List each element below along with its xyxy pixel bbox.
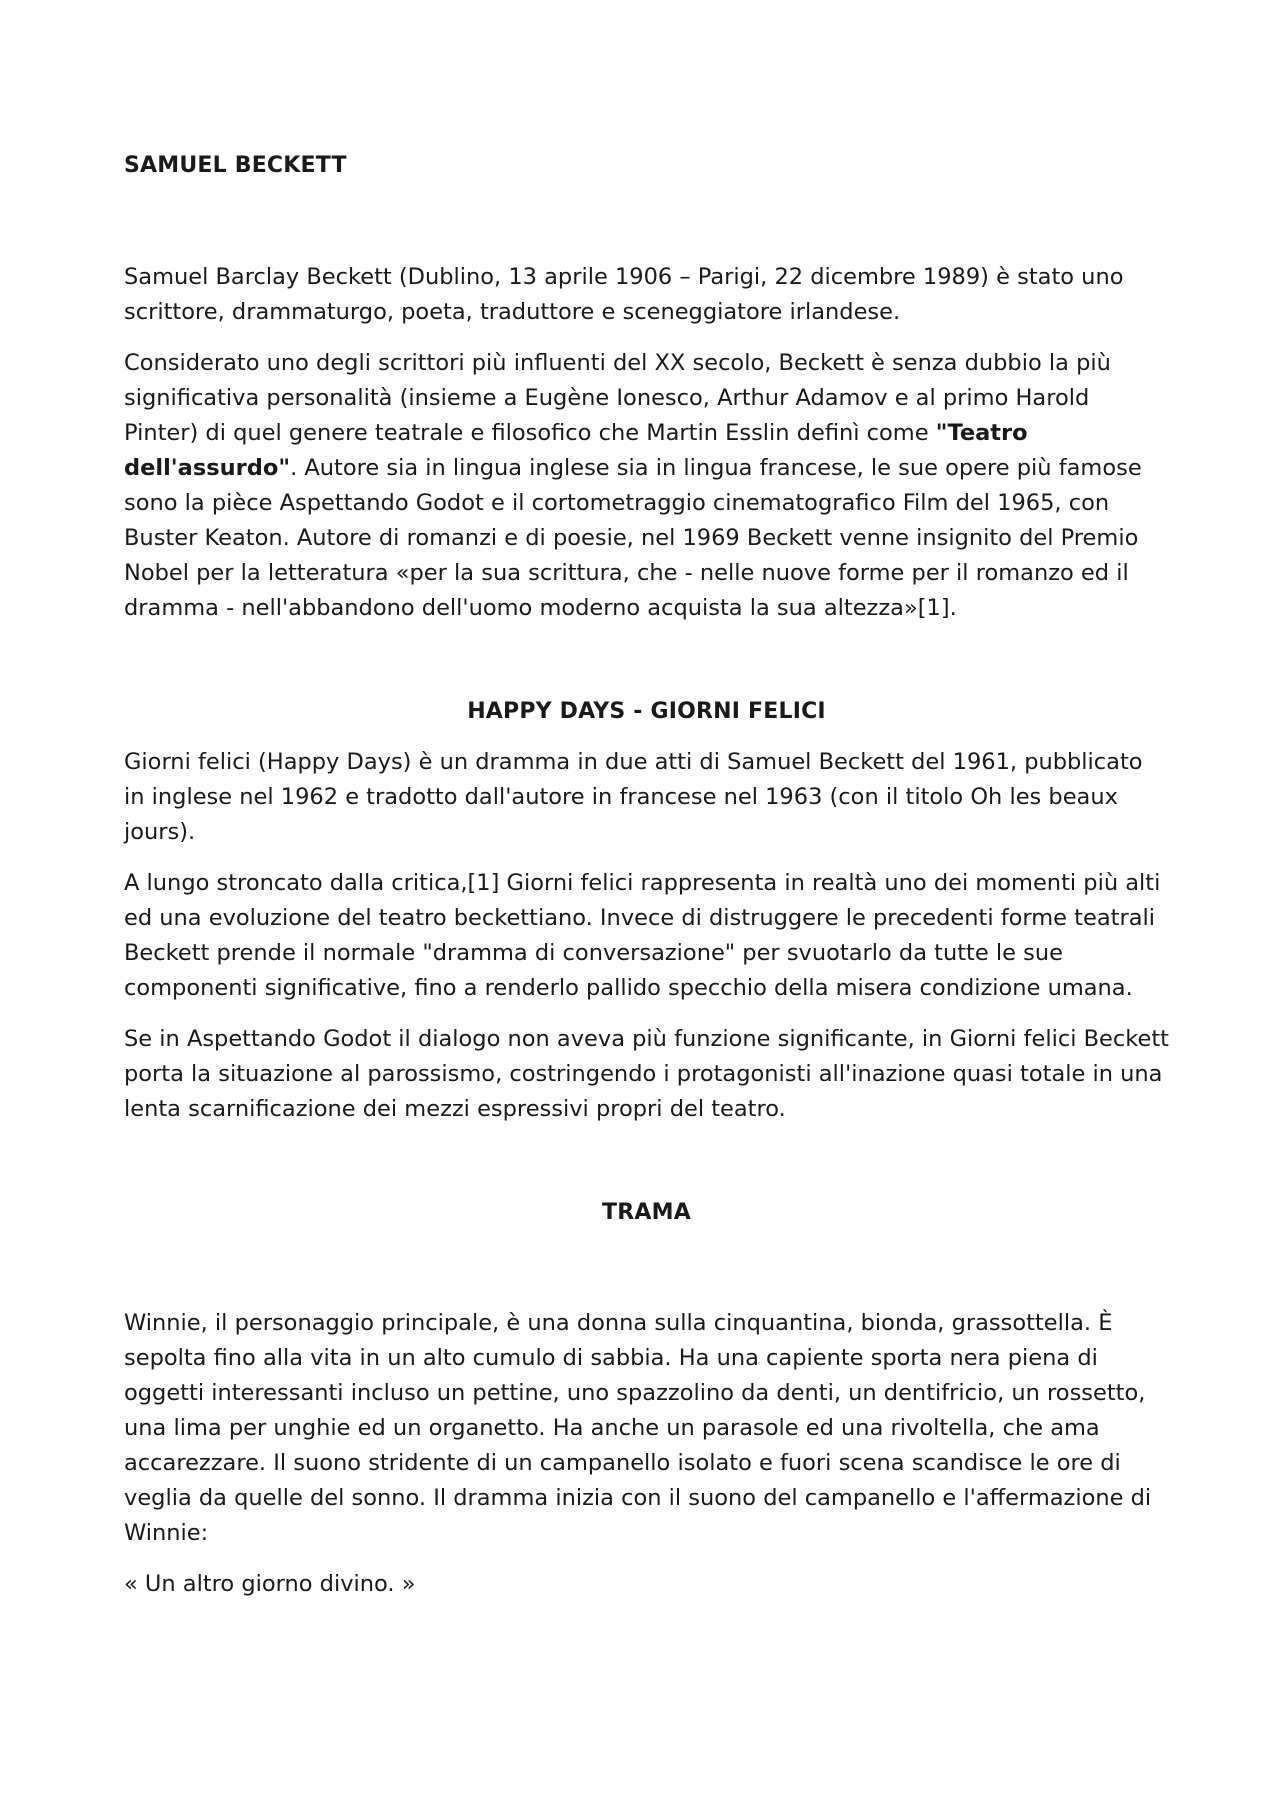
- trama-paragraph-1: Winnie, il personaggio principale, è una donna sulla cinquantina, bionda, grassottella. È sepolta fino alla vita in un alto cumulo di sabbia. Ha una capiente sporta nera piena di oggetti interessanti incluso un pettine, uno spazzolino da denti, un dentifricio, un rossetto, una lima per unghie ed un organetto. Ha anche un parasole ed una rivoltella, che ama accarezzare. Il suono stridente di un campanello isolato e fuori scena scandisce le ore di veglia da quelle del sonno. Il dramma inizia con il suono del campanello e l'affermazione di Winnie:: [124, 1310, 1152, 1546]
- document-title: SAMUEL BECKETT: [124, 153, 347, 178]
- happy-days-heading: HAPPY DAYS - GIORNI FELICI: [467, 699, 826, 724]
- intro-paragraph-1: Samuel Barclay Beckett (Dublino, 13 aprile 1906 – Parigi, 22 dicembre 1989) è stato uno scrittore, drammaturgo, poeta, traduttore e sceneggiatore irlandese.: [124, 264, 1124, 325]
- teatro-assurdo-bold: "Teatro dell'assurdo": [124, 420, 1028, 481]
- document-content: [124, 148, 1169, 1602]
- happy-days-paragraph-1: Giorni felici (Happy Days) è un dramma in due atti di Samuel Beckett del 1961, pubblicato in inglese nel 1962 e tradotto dall'autore in francese nel 1963 (con il titolo Oh les beaux jours).: [124, 749, 1143, 845]
- trama-heading: TRAMA: [602, 1200, 691, 1225]
- intro-paragraph-2: [124, 346, 1169, 626]
- intro-paragraph-2-end: . Autore sia in lingua inglese sia in lingua francese, le sue opere più famose sono la pièce Aspettando Godot e il cortometraggio cinematografico Film del 1965, con Buster Keaton. Autore di romanzi e di poesie, nel 1969 Beckett venne insignito del Premio Nobel per la letteratura «per la sua scrittura, che - nelle nuove forme per il romanzo ed il dramma - nell'abbandono dell'uomo moderno acquista la sua altezza»[1].: [124, 455, 1142, 621]
- intro-paragraph-2-start: Considerato uno degli scrittori più influenti del XX secolo, Beckett è senza dubbio la più significativa personalità (insieme a Eugène Ionesco, Arthur Adamov e al primo Harold Pinter) di quel genere teatrale e filosofico che Martin Esslin definì come: [124, 350, 1111, 446]
- trama-quote: « Un altro giorno divino. »: [124, 1571, 416, 1597]
- happy-days-paragraph-2: A lungo stroncato dalla critica,[1] Giorni felici rappresenta in realtà uno dei momenti più alti ed una evoluzione del teatro beckettiano. Invece di distruggere le precedenti forme teatrali Beckett prende il normale "dramma di conversazione" per svuotarlo da tutte le sue componenti significative, fino a renderlo pallido specchio della misera condizione umana.: [124, 870, 1161, 1001]
- happy-days-paragraph-3: Se in Aspettando Godot il dialogo non aveva più funzione significante, in Giorni felici Beckett porta la situazione al parossismo, costringendo i protagonisti all'inazione quasi totale in una lenta scarnificazione dei mezzi espressivi propri del teatro.: [124, 1026, 1169, 1122]
